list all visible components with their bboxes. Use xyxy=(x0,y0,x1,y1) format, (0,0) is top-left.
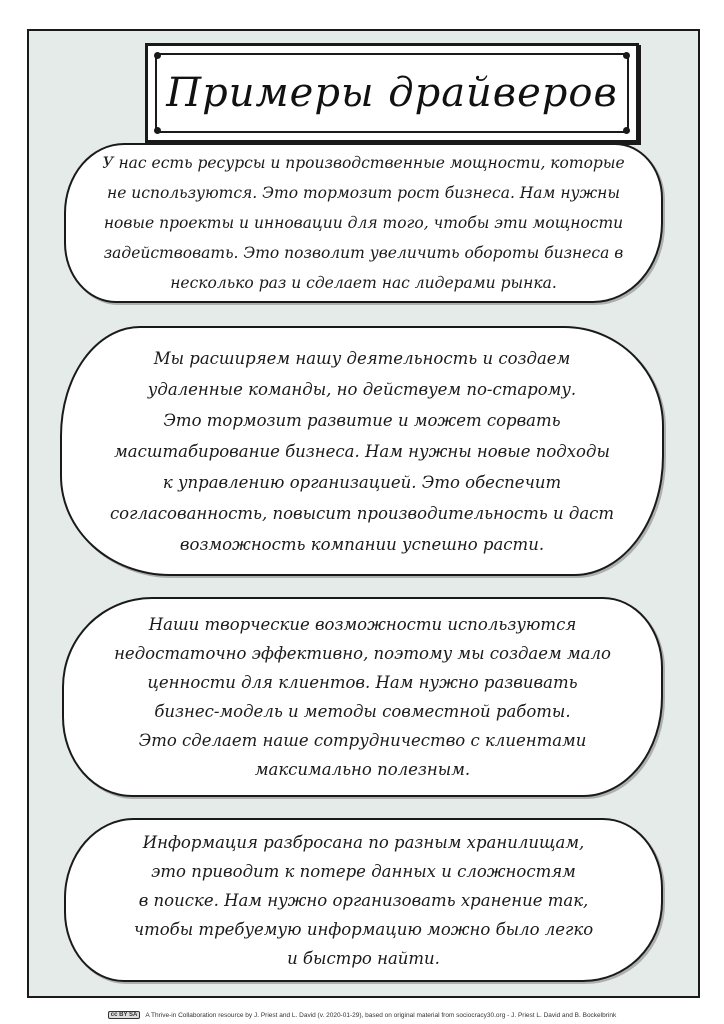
text-line: недостаточно эффективно, поэтому мы создаем мало xyxy=(114,644,611,663)
driver-card-2 xyxy=(60,326,664,576)
text-line: Наши творческие возможности используются xyxy=(148,615,577,634)
text-line: и быстро найти. xyxy=(287,948,440,968)
title-frame xyxy=(145,43,639,143)
text-line: к управлению организацией. Это обеспечит xyxy=(162,472,562,492)
driver-card-1 xyxy=(64,143,663,303)
footer xyxy=(0,1008,724,1022)
text-line: чтобы требуемую информацию можно было легко xyxy=(133,919,594,939)
text-line: максимально полезным. xyxy=(254,760,471,779)
title-inner-frame xyxy=(155,53,629,133)
page-title: Примеры драйверов xyxy=(166,70,618,116)
text-line: несколько раз и сделает нас лидерами рынка. xyxy=(170,274,557,292)
footer-attribution: A Thrive-in Collaboration resource by J. Priest and L. David (v. 2020-01-29), based on original material from sociocracy30.org - J. Priest L. David and B. Bockelbrink xyxy=(145,1011,617,1019)
text-line: ценности для клиентов. Нам нужно развивать xyxy=(147,673,578,692)
driver-card-3 xyxy=(62,597,663,797)
text-line: Мы расширяем нашу деятельность и создаем xyxy=(153,348,571,368)
text-line: это приводит к потере данных и сложностям xyxy=(151,861,576,881)
driver-card-4 xyxy=(64,818,663,982)
text-line: У нас есть ресурсы и производственные мощности, которые xyxy=(102,154,625,172)
text-line: Это тормозит развитие и может сорвать xyxy=(163,410,561,430)
text-line: не используются. Это тормозит рост бизнеса. Нам нужны xyxy=(106,184,620,202)
driver-text-1 xyxy=(102,148,624,298)
text-line: возможность компании успешно расти. xyxy=(179,534,545,554)
text-line: новые проекты и инновации для того, чтобы эти мощности xyxy=(103,214,624,232)
driver-text-4 xyxy=(134,828,593,973)
text-line: масштабирование бизнеса. Нам нужны новые подходы xyxy=(114,441,610,461)
driver-text-2 xyxy=(110,343,614,560)
text-line: согласованность, повысит производительность и даст xyxy=(109,503,615,523)
text-line: Информация разбросана по разным хранилищам, xyxy=(142,832,585,852)
text-line: задействовать. Это позволит увеличить обороты бизнеса в xyxy=(103,244,624,262)
text-line: бизнес-модель и методы совместной работы. xyxy=(154,702,571,721)
driver-text-3 xyxy=(114,610,611,784)
text-line: удаленные команды, но действуем по-старому. xyxy=(147,379,577,399)
text-line: Это сделает наше сотрудничество с клиентами xyxy=(138,731,587,750)
license-badge-icon[interactable]: cc BY SA xyxy=(108,1011,141,1019)
text-line: в поиске. Нам нужно организовать хранение так, xyxy=(138,890,589,910)
